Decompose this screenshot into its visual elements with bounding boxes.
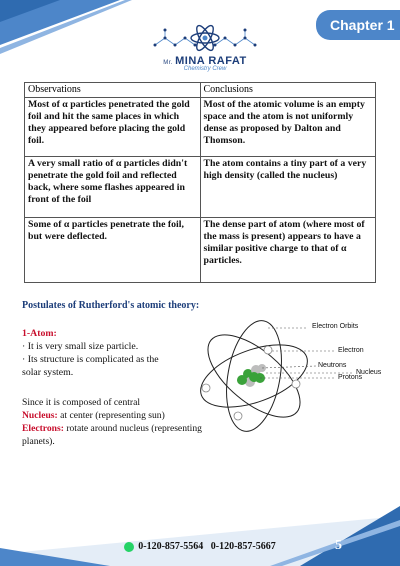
chapter-tab: Chapter 1 xyxy=(316,10,400,40)
corner-decoration-bottom-right xyxy=(0,496,400,566)
nucleus xyxy=(237,364,266,387)
table-cell: Most of α particles penetrated the gold foil and hit the same places in which they appeared before placing the gold foil. xyxy=(25,98,201,157)
label-neutrons: Neutrons xyxy=(318,362,347,369)
postulates-heading: Postulates of Rutherford's atomic theory: xyxy=(22,300,200,311)
bullet-small-size: · It is very small size particle. xyxy=(22,341,139,352)
brand-crew: Chemistry Crew xyxy=(183,66,227,72)
table-row xyxy=(25,157,376,218)
atom-title: 1-Atom: xyxy=(22,328,57,339)
brand-name-text: MINA RAFAT xyxy=(175,55,247,67)
electrons-line xyxy=(22,422,202,448)
observations-table xyxy=(24,82,376,283)
since-text: Since it is composed of central xyxy=(22,397,141,408)
nucleus-label: Nucleus: xyxy=(22,410,58,421)
table-header-observations: Observations xyxy=(25,83,201,98)
electrons-desc: rotate around nucleus (representing planets). xyxy=(22,423,202,447)
table-cell: The dense part of atom (where most of the mass is present) appears to have a similar positive charge to that of α particles. xyxy=(200,218,376,283)
nucleus-desc: at center (representing sun) xyxy=(57,410,165,421)
label-nucleus: Nucleus xyxy=(356,369,382,376)
whatsapp-icon xyxy=(124,542,134,552)
label-electron-orbits: Electron Orbits xyxy=(312,323,359,330)
table-row xyxy=(25,98,376,157)
corner-decoration-top-left xyxy=(0,0,140,60)
table-cell: The atom contains a tiny part of a very high density (called the nucleus) xyxy=(200,157,376,218)
table-header-conclusions: Conclusions xyxy=(200,83,376,98)
label-protons: Protons xyxy=(338,374,363,381)
electrons-label: Electrons: xyxy=(22,423,64,434)
table-cell: Most of the atomic volume is an empty space and the atom is not uniformly dense as proposed by Dalton and Thomson. xyxy=(200,98,376,157)
brand-prefix: Mr. xyxy=(163,60,174,66)
brand xyxy=(140,55,270,72)
phone-2: 0-120-857-5667 xyxy=(210,541,276,552)
table-cell: Some of α particles penetrate the foil, but were deflected. xyxy=(25,218,201,283)
label-electron: Electron xyxy=(338,347,364,354)
table-cell: A very small ratio of α particles didn't penetrate the gold foil and reflected back, where some flashes appeared in front of the foil xyxy=(25,157,201,218)
phone-1: 0-120-857-5564 xyxy=(138,541,204,552)
page-number: 5 xyxy=(335,538,342,553)
table-row xyxy=(25,218,376,283)
nucleus-line xyxy=(22,409,197,422)
table-header-row xyxy=(25,83,376,98)
bullet-complicated: · Its structure is complicated as the solar system. xyxy=(22,354,159,378)
